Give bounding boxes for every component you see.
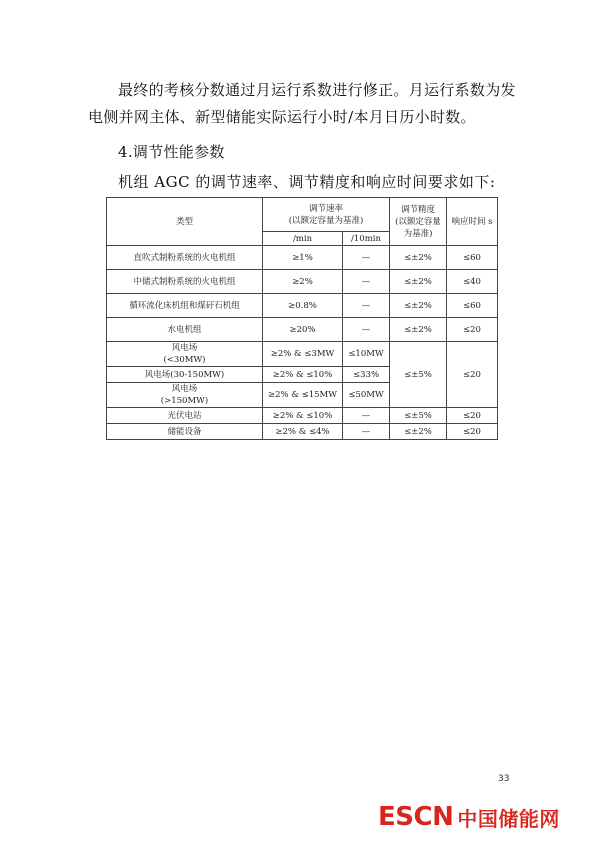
cell-rate-min: ≥20%	[263, 318, 343, 342]
cell-type: 中储式制粉系统的火电机组	[107, 270, 263, 294]
cell-rate-10min: —	[343, 318, 390, 342]
cell-rate-10min: —	[343, 270, 390, 294]
cell-rate-10min: ≤33%	[343, 367, 390, 383]
agc-parameters-table	[106, 197, 498, 440]
table-row	[107, 342, 498, 367]
cell-rate-10min: —	[343, 294, 390, 318]
cell-type: 风电场 (>150MW)	[107, 383, 263, 408]
cell-rate-10min: —	[343, 408, 390, 424]
cell-rate-min: ≥2% & ≤10%	[263, 367, 343, 383]
escn-logo	[378, 800, 560, 834]
cell-rate-min: ≥2% & ≤3MW	[263, 342, 343, 367]
cell-precision: ≤±5%	[390, 408, 447, 424]
cell-precision: ≤±2%	[390, 294, 447, 318]
cell-precision: ≤±2%	[390, 318, 447, 342]
cell-response: ≤60	[447, 294, 498, 318]
header-rate-10min: /10min	[343, 232, 390, 246]
header-type: 类型	[107, 198, 263, 246]
table-row	[107, 424, 498, 440]
cell-rate-min: ≥2% & ≤15MW	[263, 383, 343, 408]
cell-type: 光伏电站	[107, 408, 263, 424]
cell-rate-min: ≥0.8%	[263, 294, 343, 318]
cell-response: ≤40	[447, 270, 498, 294]
table-row	[107, 408, 498, 424]
cell-type: 直吹式制粉系统的火电机组	[107, 246, 263, 270]
cell-response-wind: ≤20	[447, 342, 498, 408]
cell-type: 循环流化床机组和煤矸石机组	[107, 294, 263, 318]
cell-rate-min: ≥2% & ≤4%	[263, 424, 343, 440]
table-header-row	[107, 198, 498, 232]
header-response: 响应时间 s	[447, 198, 498, 246]
cell-rate-min: ≥2%	[263, 270, 343, 294]
table-row	[107, 246, 498, 270]
header-precision: 调节精度 (以额定容量为基准)	[390, 198, 447, 246]
body-paragraph: 最终的考核分数通过月运行系数进行修正。月运行系数为发电侧并网主体、新型储能实际运行小时/本月日历小时数。	[88, 81, 516, 126]
header-rate: 调节速率 (以额定容量为基准)	[263, 198, 390, 232]
cell-type: 储能设备	[107, 424, 263, 440]
table-row	[107, 318, 498, 342]
logo-text-en: ESCN	[378, 802, 454, 832]
cell-precision: ≤±2%	[390, 270, 447, 294]
cell-type: 风电场 (<30MW)	[107, 342, 263, 367]
logo-text-cn: 中国储能网	[457, 806, 560, 831]
table-intro: 机组 AGC 的调节速率、调节精度和响应时间要求如下:	[118, 173, 496, 191]
cell-type: 水电机组	[107, 318, 263, 342]
cell-type: 风电场(30-150MW)	[107, 367, 263, 383]
cell-response: ≤60	[447, 246, 498, 270]
cell-rate-10min: ≤10MW	[343, 342, 390, 367]
cell-rate-10min: —	[343, 424, 390, 440]
table-row	[107, 294, 498, 318]
cell-response: ≤20	[447, 424, 498, 440]
cell-precision: ≤±2%	[390, 246, 447, 270]
table-row	[107, 270, 498, 294]
cell-rate-min: ≥2% & ≤10%	[263, 408, 343, 424]
cell-rate-10min: ≤50MW	[343, 383, 390, 408]
page-number: 33	[498, 774, 510, 784]
header-rate-min: /min	[263, 232, 343, 246]
section-heading: 4.调节性能参数	[118, 143, 225, 161]
cell-precision-wind: ≤±5%	[390, 342, 447, 408]
cell-rate-min: ≥1%	[263, 246, 343, 270]
cell-response: ≤20	[447, 408, 498, 424]
cell-response: ≤20	[447, 318, 498, 342]
cell-precision: ≤±2%	[390, 424, 447, 440]
cell-rate-10min: —	[343, 246, 390, 270]
